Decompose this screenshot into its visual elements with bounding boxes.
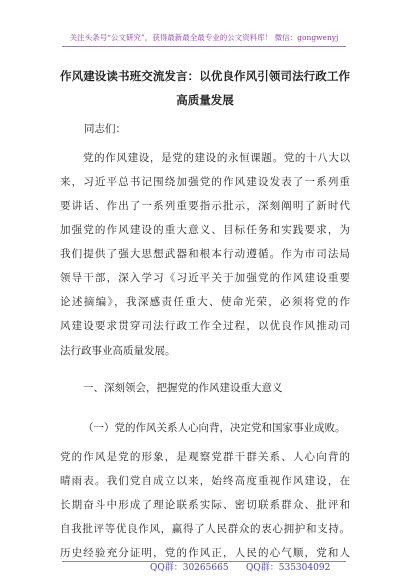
- paragraph-line: 历史经验充分证明，党的作风正，人民的心气顺，党和人: [60, 547, 350, 559]
- salutation: 同志们：: [84, 123, 126, 135]
- paragraph-line: 论述摘编》，我深感责任重大、使命光荣，必须将党的作: [60, 296, 350, 308]
- paragraph-line: 要讲话、作出了一系列重要指示批示，深刻阐明了新时代: [60, 200, 350, 212]
- paragraph-line: 来，习近平总书记围绕加强党的作风建设发表了一系列重: [60, 176, 350, 188]
- footer-qq-group-2: QQ群：535304092: [246, 563, 331, 573]
- footer-divider: [62, 561, 346, 562]
- paragraph-line: 领导干部，深入学习《习近平关于加强党的作风建设重要: [60, 272, 350, 284]
- footer-qq-group-1: QQ群：30265665: [150, 563, 229, 573]
- header-notice: 关注头条号“公文研究”，获得最新最全最专业的公文资料库！ 微信：gongwenyj: [69, 33, 339, 42]
- paragraph-line: 法行政事业高质量发展。: [60, 345, 176, 357]
- section-heading: 一、深刻领会，把握党的作风建设重大意义: [83, 382, 283, 394]
- paragraph-line: 长期奋斗中形成了理论联系实际、密切联系群众、批评和: [60, 499, 350, 511]
- paragraph-line: 晴雨表。我们党自成立以来，始终高度重视作风建设，在: [60, 475, 350, 487]
- subsection-heading: （一）党的作风关系人心向背，决定党和国家事业成败。: [83, 422, 346, 434]
- paragraph-line: 加强党的作风建设的重大意义、目标任务和实践要求，为: [60, 224, 350, 236]
- paragraph-line: 党的作风是党的形象，是观察党群干群关系、人心向背的: [60, 451, 350, 463]
- header-divider: [62, 46, 346, 47]
- paragraph-line: 风建设要求贯穿司法行政工作全过程，以优良作风推动司: [60, 320, 350, 332]
- document-title-line-1: 作风建设读书班交流发言：以优良作风引领司法行政工作: [60, 69, 350, 83]
- paragraph-line: 党的作风建设，是党的建设的永恒课题。党的十八大以: [83, 152, 350, 164]
- paragraph-line: 我们提供了强大思想武器和根本行动遵循。作为市司法局: [60, 248, 350, 260]
- paragraph-line: 自我批评等优良作风，赢得了人民群众的衷心拥护和支持。: [60, 523, 350, 535]
- document-title-line-2: 高质量发展: [176, 93, 234, 107]
